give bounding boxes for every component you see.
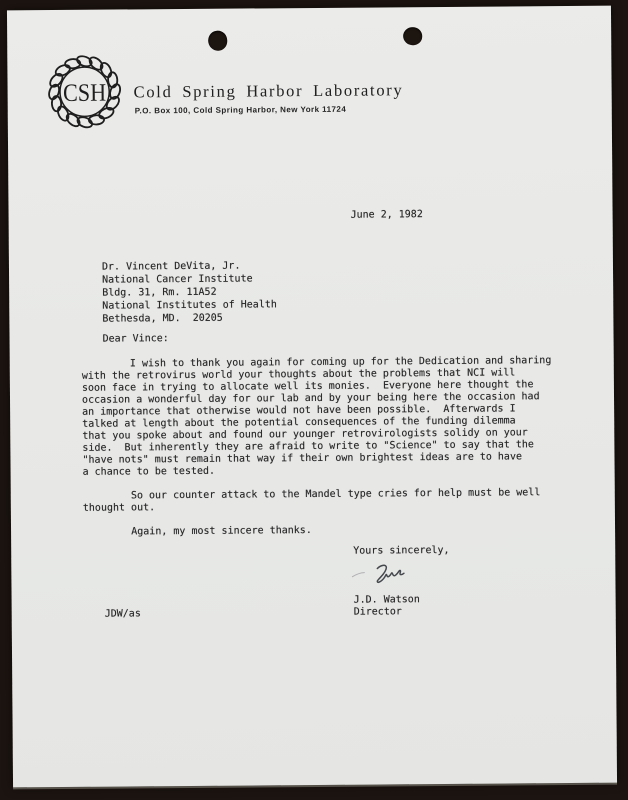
csh-dna-chain-logo-icon	[43, 50, 126, 133]
closing: Yours sincerely,	[353, 544, 450, 557]
salutation: Dear Vince:	[102, 333, 169, 345]
letterhead-address-line: P.O. Box 100, Cold Spring Harbor, New York 11724	[134, 104, 347, 116]
date-line: June 2, 1982	[350, 209, 423, 221]
logo-text: CSH	[63, 79, 112, 107]
signer-name: J.D. Watson	[353, 594, 420, 606]
recipient-address-block: Dr. Vincent DeVita, Jr. National Cancer Institute Bldg. 31, Rm. 11A52 National Institutes of Health Bethesda, MD. 20205	[101, 260, 277, 325]
letter-paper	[7, 6, 617, 788]
punch-hole-left	[208, 31, 227, 51]
body-paragraph-2: So our counter attack to the Mandel type cries for help must be well thought out.	[82, 487, 541, 514]
signer-title: Director	[353, 606, 402, 618]
letterhead-org-name: Cold Spring Harbor Laboratory	[133, 80, 404, 102]
typist-reference-initials: JDW/as	[104, 608, 141, 620]
punch-hole-right	[403, 27, 422, 45]
body-paragraph-3: Again, my most sincere thanks.	[83, 525, 312, 538]
handwritten-signature	[349, 559, 415, 594]
body-paragraph-1: I wish to thank you again for coming up for the Dedication and sharing with the retrovirus world your thoughts about the problems that NCI will soon face in trying to allocate well its monies. Everyone here thought the occasion a wonderful day for our lab and by your being here the occasion had an importance that otherwise would not have been possible. Afterwards I talked at length about the potential consequences of the funding dilemma that you spoke about and found our younger retrovirologists solidy on your side. But inherently they are afraid to write to "Science" to say that the "have nots" must remain that way if their own brightest ideas are to have a chance to be tested.	[81, 355, 552, 478]
